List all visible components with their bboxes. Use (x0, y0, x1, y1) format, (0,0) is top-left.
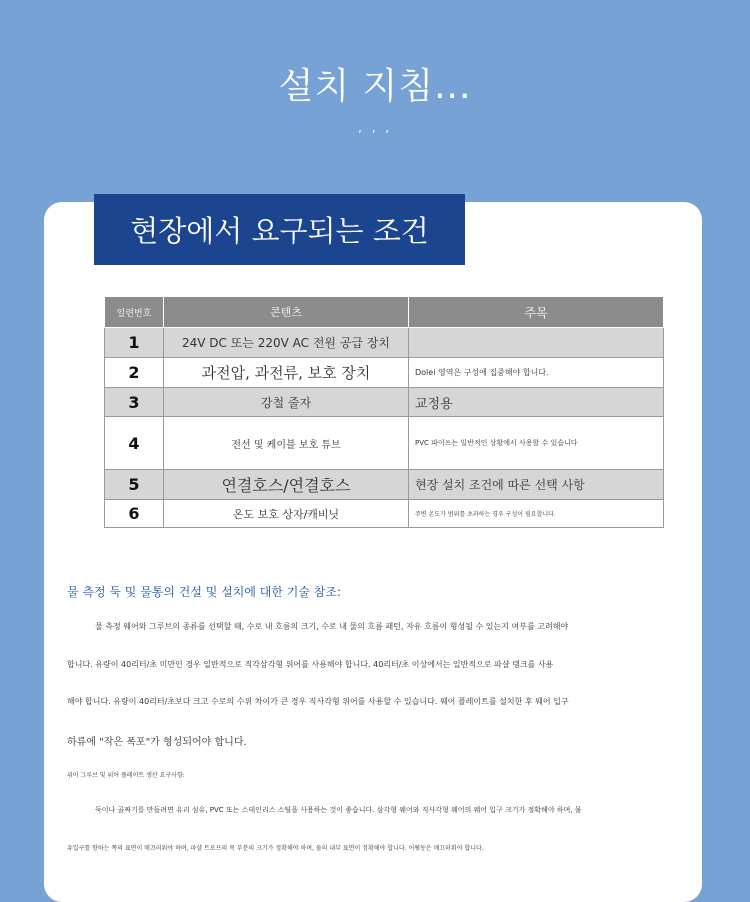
decorative-dots: ’ ’ ’ (357, 128, 393, 142)
section-banner: 현장에서 요구되는 조건 (94, 194, 465, 265)
paragraph-line: 해야 합니다. 유량이 40리터/초보다 크고 수로의 수위 차이가 큰 경우 직사각형 위어를 사용할 수 있습니다. 웨어 플레이트를 설치한 후 웨어 입구 (67, 697, 569, 706)
column-header-serial: 일련번호 (105, 297, 164, 328)
row-content: 24V DC 또는 220V AC 전원 공급 장치 (164, 328, 409, 358)
row-remark: 현장 설치 조건에 따른 선택 사항 (409, 470, 664, 500)
reference-heading: 물 측정 둑 및 물통의 건설 및 설치에 대한 기술 참조: (67, 585, 342, 599)
subsection-heading: 위어 그루브 및 위어 플레이트 생산 요구사항: (67, 772, 185, 779)
row-content: 과전압, 과전류, 보호 장치 (164, 358, 409, 388)
row-content: 강철 줄자 (164, 388, 409, 417)
table-row (105, 500, 664, 528)
table-row (105, 328, 664, 358)
row-number: 4 (105, 417, 164, 470)
paragraph-line: 둑이나 골짜기를 만들려면 유리 섬유, PVC 또는 스테인리스 스틸을 사용하는 것이 좋습니다. 삼각형 웨어와 직사각형 웨어의 웨어 입구 크기가 정확해야 하며, 물 (95, 806, 582, 814)
row-remark: 교정용 (409, 388, 664, 417)
row-content: 전선 및 케이블 보호 튜브 (164, 417, 409, 470)
paragraph-line: 물 측정 웨어와 그루브의 종류를 선택할 때, 수로 내 흐름의 크기, 수로 내 물의 흐름 패턴, 자유 흐름이 형성될 수 있는지 여부를 고려해야 (95, 622, 569, 631)
paragraph-line: 하류에 "작은 폭포"가 형성되어야 합니다. (67, 737, 247, 748)
paragraph-line: 유입구를 향하는 쪽의 표면이 매끄러워야 하며, 파샬 트로프의 목 부분의 크기가 정확해야 하며, 물의 내부 표면이 정확해야 합니다. 어떻동은 매끄러워야 합니다. (67, 845, 484, 852)
row-remark: Dolei 영역은 구성에 집중해야 합니다. (409, 358, 664, 388)
row-number: 1 (105, 328, 164, 358)
table-row (105, 417, 664, 470)
paragraph-line: 합니다. 유량이 40리터/초 미만인 경우 일반적으로 직각삼각형 위어를 사용해야 합니다. 40리터/초 이상에서는 일반적으로 파샬 탱크를 사용 (67, 660, 554, 669)
requirements-table (104, 296, 664, 528)
table-row (105, 358, 664, 388)
row-content: 온도 보호 상자/캐비닛 (164, 500, 409, 528)
row-remark: 주변 온도가 범위를 초과하는 경우 구성이 필요합니다. (409, 500, 664, 528)
table-header-row (105, 297, 664, 328)
row-content: 연결호스/연결호스 (164, 470, 409, 500)
table-row (105, 470, 664, 500)
row-remark: PVC 파이프는 일반적인 상황에서 사용할 수 있습니다 (409, 417, 664, 470)
column-header-content: 콘텐츠 (164, 297, 409, 328)
row-number: 6 (105, 500, 164, 528)
page-title: 설치 지침... (278, 66, 472, 107)
row-number: 3 (105, 388, 164, 417)
table-row (105, 388, 664, 417)
column-header-remark: 주목 (409, 297, 664, 328)
row-number: 2 (105, 358, 164, 388)
row-remark (409, 328, 664, 358)
row-number: 5 (105, 470, 164, 500)
